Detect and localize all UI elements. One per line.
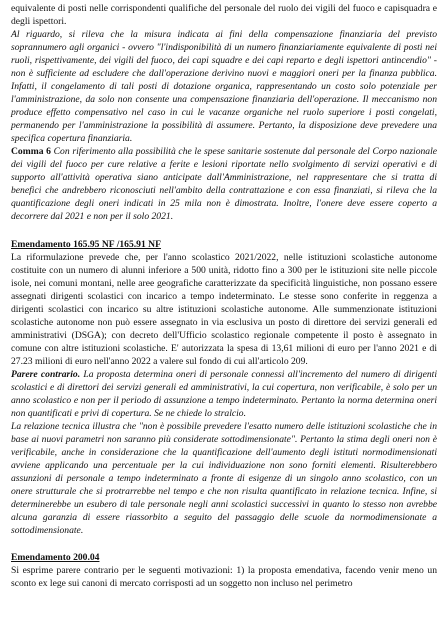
paragraph: equivalente di posti nelle corrispondenti qualifiche del personale del ruolo dei vigili del fuoco e capisquadra e degli ispettori. xyxy=(11,3,437,27)
section-emendamento-165 xyxy=(11,238,437,537)
section-heading: Emendamento 200.04 xyxy=(11,552,100,563)
parere-label: Parere contrario. xyxy=(11,369,81,380)
paragraph: Si esprime parere contrario per le seguenti motivazioni: 1) la proposta emendativa, facendo venir meno un sconto ex lege sui canoni di mercato corrisposti ad un soggetto non incluso nel perimetro xyxy=(11,565,437,589)
section-heading: Emendamento 165.95 NF /165.91 NF xyxy=(11,239,161,250)
section-vigili-del-fuoco xyxy=(11,2,437,223)
parere-paragraph xyxy=(11,368,437,420)
comma-text: Con riferimento alla possibilità che le spese sanitarie sostenute dal personale del Corpo nazionale dei vigili del fuoco per cure relative a ferite e lesioni riportate nello svolgimento di servizi operativi e di supporto all'attività operativa siano anticipate dall'Amministrazione, nel rappresentare che si tratta di benefici che andrebbero riconosciuti nell'ambito della contrattazione e con essa finanziati, si rileva che la quantificazione degli oneri indicati in 25 mila non è dimostrata. Inoltre, l'onere deve essere coperto a decorrere dal 2021 e non per il solo 2021. xyxy=(11,146,438,222)
paragraph: La relazione tecnica illustra che "non è possibile prevedere l'esatto numero delle istituzioni scolastiche che in base ai nuovi parametri non saranno più considerate sottodimensionate". Pertanto la stima degli oneri non è verificabile, anche in considerazione che la quantificazione dell'aumento degli istituti normodimensionati avviene applicando una percentuale per la cui individuazione non sono forniti elementi. Risulterebbero assunzioni di personale a tempo indeterminato a fronte di esigenze di un singolo anno scolastico, con un onere strutturale che si protrarrebbe nel tempo e che non risulta quantificato in relazione tecnica. Infine, si determinerebbe un esubero di tale personale negli anni scolastici successivi in quanto lo stesso non avrebbe alcuna garanzia di essere riassorbito a seguito del passaggio delle scuole da normodimensionate a sottodimensionate. xyxy=(11,421,437,536)
paragraph: Al riguardo, si rileva che la misura indicata ai fini della compensazione finanziaria del previsto soprannumero agli organici - ovvero "l'indisponibilità di un numero finanziariamente equivalente di posti nei ruoli, rispettivamente, dei vigili del fuoco, dei capi squadre e dei capi reparto e degli ispettori antincendio" - non è sufficiente ad escludere che dall'operazione derivino nuovi e maggiori oneri per la finanza pubblica. Infatti, il congelamento di tali posti di dotazione organica, rappresentando un costo solo potenziale per l'amministrazione, da solo non consente una compensazione finanziaria dell'operazione. Il meccanismo non produce effetto compensativo nel caso in cui le vacanze organiche nel ruolo superiore i posti congelati, permanendo per l'amministrazione la possibilità di assumere. Pertanto, la disposizione deve prevedere una specifica copertura finanziaria. xyxy=(11,29,437,144)
paragraph: La riformulazione prevede che, per l'anno scolastico 2021/2022, nelle istituzioni scolastiche autonome costituite con un numero di alunni inferiore a 500 unità, ridotto fino a 300 per le istituzioni site nelle piccole isole, nei comuni montani, nelle aree geografiche caratterizzate da specificità linguistiche, non possano essere assegnati dirigenti scolastici con incarico a tempo indeterminato. Le stesse sono conferite in reggenza a dirigenti scolastici con incarico su altre istituzioni scolastiche autonome. Alle summenzionate istituzioni scolastiche autonome non può essere assegnato in via esclusiva un posto di direttore dei servizi generali ed amministrativi (DSGA); con decreto dell'Ufficio scolastico regionale competente il posto è assegnato in comune con altre istituzioni scolastiche. E' autorizzata la spesa di 13,61 milioni di euro per l'anno 2021 e di 27.23 milioni di euro nell'anno 2022 a valere sul fondo di cui all'articolo 209. xyxy=(11,252,437,367)
comma-paragraph xyxy=(11,145,437,223)
parere-text: La proposta determina oneri di personale connessi all'incremento del numero di dirigenti scolastici e di direttori dei servizi generali ed amministrativi, la cui copertura, non verificabile, è solo per un anno scolastico e non per il periodo di assunzione a tempo indeterminato. Pertanto la norma determina oneri non quantificati e privi di copertura. Se ne chiede lo stralcio. xyxy=(11,369,437,419)
section-emendamento-200 xyxy=(11,551,437,590)
comma-label: Comma 6 xyxy=(11,146,51,157)
